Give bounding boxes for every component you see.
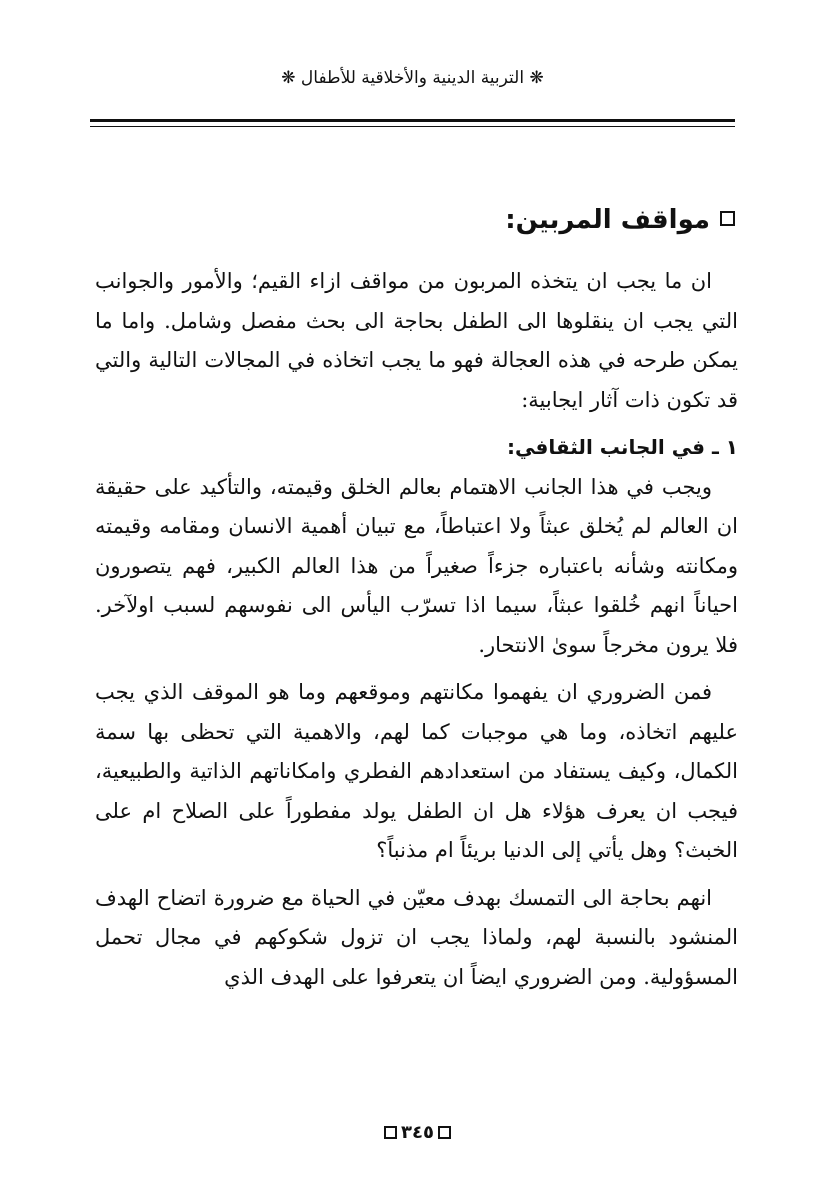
section-heading — [505, 200, 735, 240]
header-rule-thin — [90, 126, 735, 127]
body-text — [95, 262, 738, 1005]
paragraph: ويجب في هذا الجانب الاهتمام بعالم الخلق وقيمته، والتأكيد على حقيقة ان العالم لم يُخلق عبثاً ولا اعتباطاً، مع تبيان أهمية الانسان ومقامه وقيمته ومكانته وشأنه باعتباره جزءاً صغيراً من هذا العالم الكبير، فهم يتصورون احياناً انهم خُلقوا عبثاً، سيما اذا تسرّب اليأس الى نفوسهم لسبب اولآخر. فلا يرون مخرجاً سوىٰ الانتحار. — [95, 474, 738, 657]
square-ornament-icon — [384, 1126, 397, 1139]
subheading: ١ ـ في الجانب الثقافي: — [507, 435, 738, 459]
running-header: ❋ التربية الدينية والأخلاقية للأطفال ❋ — [281, 68, 544, 88]
square-bullet-icon — [720, 211, 735, 226]
section-heading-text: مواقف المربين: — [505, 205, 710, 235]
paragraph: انهم بحاجة الى التمسك بهدف معيّن في الحياة مع ضرورة اتضاح الهدف المنشود بالنسبة لهم، ولماذا يجب ان تزول شكوكهم في مجال تحمل المسؤولية. ومن الضروري ايضاً ان يتعرفوا على الهدف الذي — [95, 885, 738, 989]
square-ornament-icon — [438, 1126, 451, 1139]
header-rule-thick — [90, 119, 735, 122]
paragraph: فمن الضروري ان يفهموا مكانتهم وموقعهم وما هو الموقف الذي يجب عليهم اتخاذه، وما هي موجبات كما لهم، والاهمية التي تحظى بها سمة الكمال، وكيف يستفاد من استعدادهم الفطري وامكاناتهم الذاتية والطبيعية، فيجب ان يعرف هؤلاء هل ان الطفل يولد مفطوراً على الصلاح ام على الخبث؟ وهل يأتي إلى الدنيا بريئاً ام مذنباً؟ — [95, 680, 738, 862]
page-number-text: ٣٤٥ — [401, 1122, 434, 1143]
paragraph: ان ما يجب ان يتخذه المربون من مواقف ازاء القيم؛ والأمور والجوانب التي يجب ان ينقلوها الى الطفل بحاجة الى بحث مفصل وشامل. واما ما يمكن طرحه في هذه العجالة فهو ما يجب اتخاذه في المجالات التالية والتي قد تكون ذات آثار ايجابية: — [95, 269, 738, 412]
page-number — [0, 1121, 835, 1145]
